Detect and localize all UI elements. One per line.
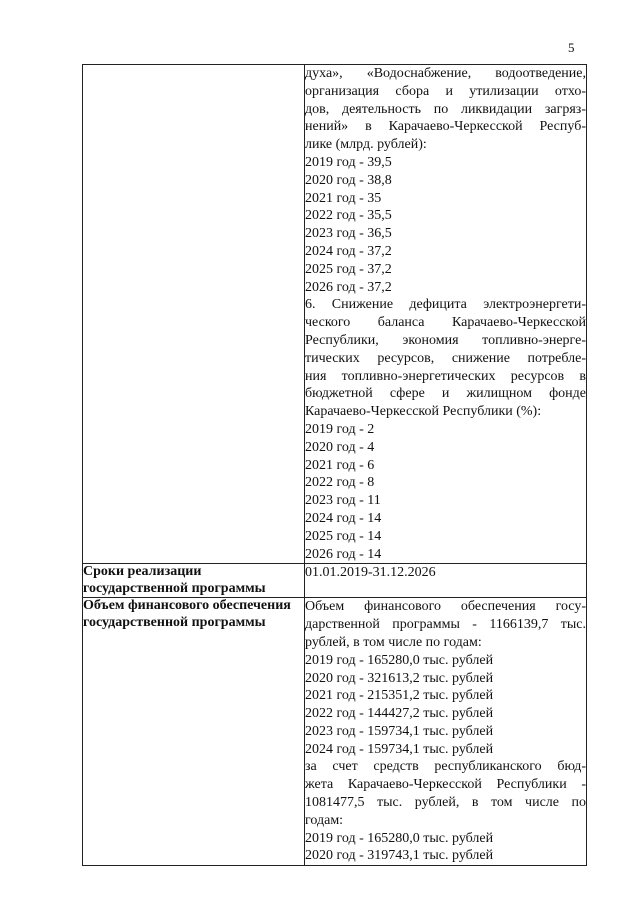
text-line: 2019 год - 165280,0 тыс. рублей (305, 830, 494, 846)
text-line: 2019 год - 165280,0 тыс. рублей (305, 652, 494, 668)
text-line: 6. Снижение дефицита электроэнергети- (305, 297, 586, 313)
text-line: 2023 год - 11 (305, 493, 381, 509)
text-line: 2020 год - 319743,1 тыс. рублей (305, 848, 494, 864)
text-line: жета Карачаево-Черкесской Республики - (305, 777, 586, 793)
text-line: 2021 год - 35 (305, 190, 382, 206)
text-line: бюджетной сфере и жилищном фонде (305, 386, 586, 402)
text-line: 2023 год - 36,5 (305, 226, 392, 242)
funding-cell (305, 598, 587, 866)
row-label-empty (83, 65, 305, 564)
text-line: Объем финансового обеспечения госу- (305, 599, 586, 615)
text-line: 1081477,5 тыс. рублей, в том числе по (305, 795, 586, 811)
row-label-timeline: Сроки реализации государственной программы (83, 564, 305, 598)
table-row-funding (83, 598, 587, 866)
text-line: 2024 год - 14 (305, 510, 382, 526)
text-line: духа», «Водоснабжение, водоотведение, (305, 66, 586, 81)
text-line: 2019 год - 2 (305, 421, 375, 437)
row-label-funding: Объем финансового обеспечения государственной программы (83, 598, 305, 866)
text-line: организация сбора и утилизации отхо- (305, 83, 586, 99)
text-line: 2022 год - 144427,2 тыс. рублей (305, 706, 494, 722)
text-line: 2021 год - 6 (305, 457, 375, 473)
indicators-cell (305, 65, 587, 564)
text-line: лике (млрд. рублей): (305, 137, 427, 153)
table-row-indicators (83, 65, 587, 564)
text-line: нений» в Карачаево-Черкесской Респуб- (305, 119, 586, 135)
text-line: 2019 год - 39,5 (305, 154, 392, 170)
passport-table (82, 64, 587, 866)
text-line: ния топливно-энергетических ресурсов в (305, 368, 586, 384)
text-line: 2020 год - 321613,2 тыс. рублей (305, 670, 494, 686)
text-line: годам: (305, 812, 344, 828)
text-line: тических ресурсов, снижение потребле- (305, 350, 586, 366)
text-line: 2020 год - 4 (305, 439, 375, 455)
table-row-timeline (83, 564, 587, 598)
text-line: за счет средств республиканского бюд- (305, 759, 586, 775)
text-line: 2025 год - 14 (305, 528, 382, 544)
text-line: ческого баланса Карачаево-Черкесской (305, 315, 586, 331)
timeline-cell (305, 564, 587, 598)
page-number: 5 (568, 40, 575, 55)
text-line: дов, деятельность по ликвидации загряз- (305, 101, 586, 117)
text-line: 2026 год - 37,2 (305, 279, 392, 295)
text-line: дарственной программы - 1166139,7 тыс. (305, 617, 586, 633)
text-line: 2026 год - 14 (305, 546, 382, 562)
text-line: 2021 год - 215351,2 тыс. рублей (305, 688, 494, 704)
text-line: 2025 год - 37,2 (305, 261, 392, 277)
text-line: 2024 год - 159734,1 тыс. рублей (305, 741, 494, 757)
text-line: Республики, экономия топливно-энерге- (305, 332, 586, 348)
text-line: 2022 год - 35,5 (305, 208, 392, 224)
text-line: Карачаево-Черкесской Республики (%): (305, 404, 542, 420)
text-line: 2022 год - 8 (305, 475, 375, 491)
text-line: 2024 год - 37,2 (305, 243, 392, 259)
text-line: 2023 год - 159734,1 тыс. рублей (305, 723, 494, 739)
text-line: 01.01.2019-31.12.2026 (305, 565, 436, 581)
text-line: 2020 год - 38,8 (305, 172, 392, 188)
text-line: рублей, в том числе по годам: (305, 634, 482, 650)
